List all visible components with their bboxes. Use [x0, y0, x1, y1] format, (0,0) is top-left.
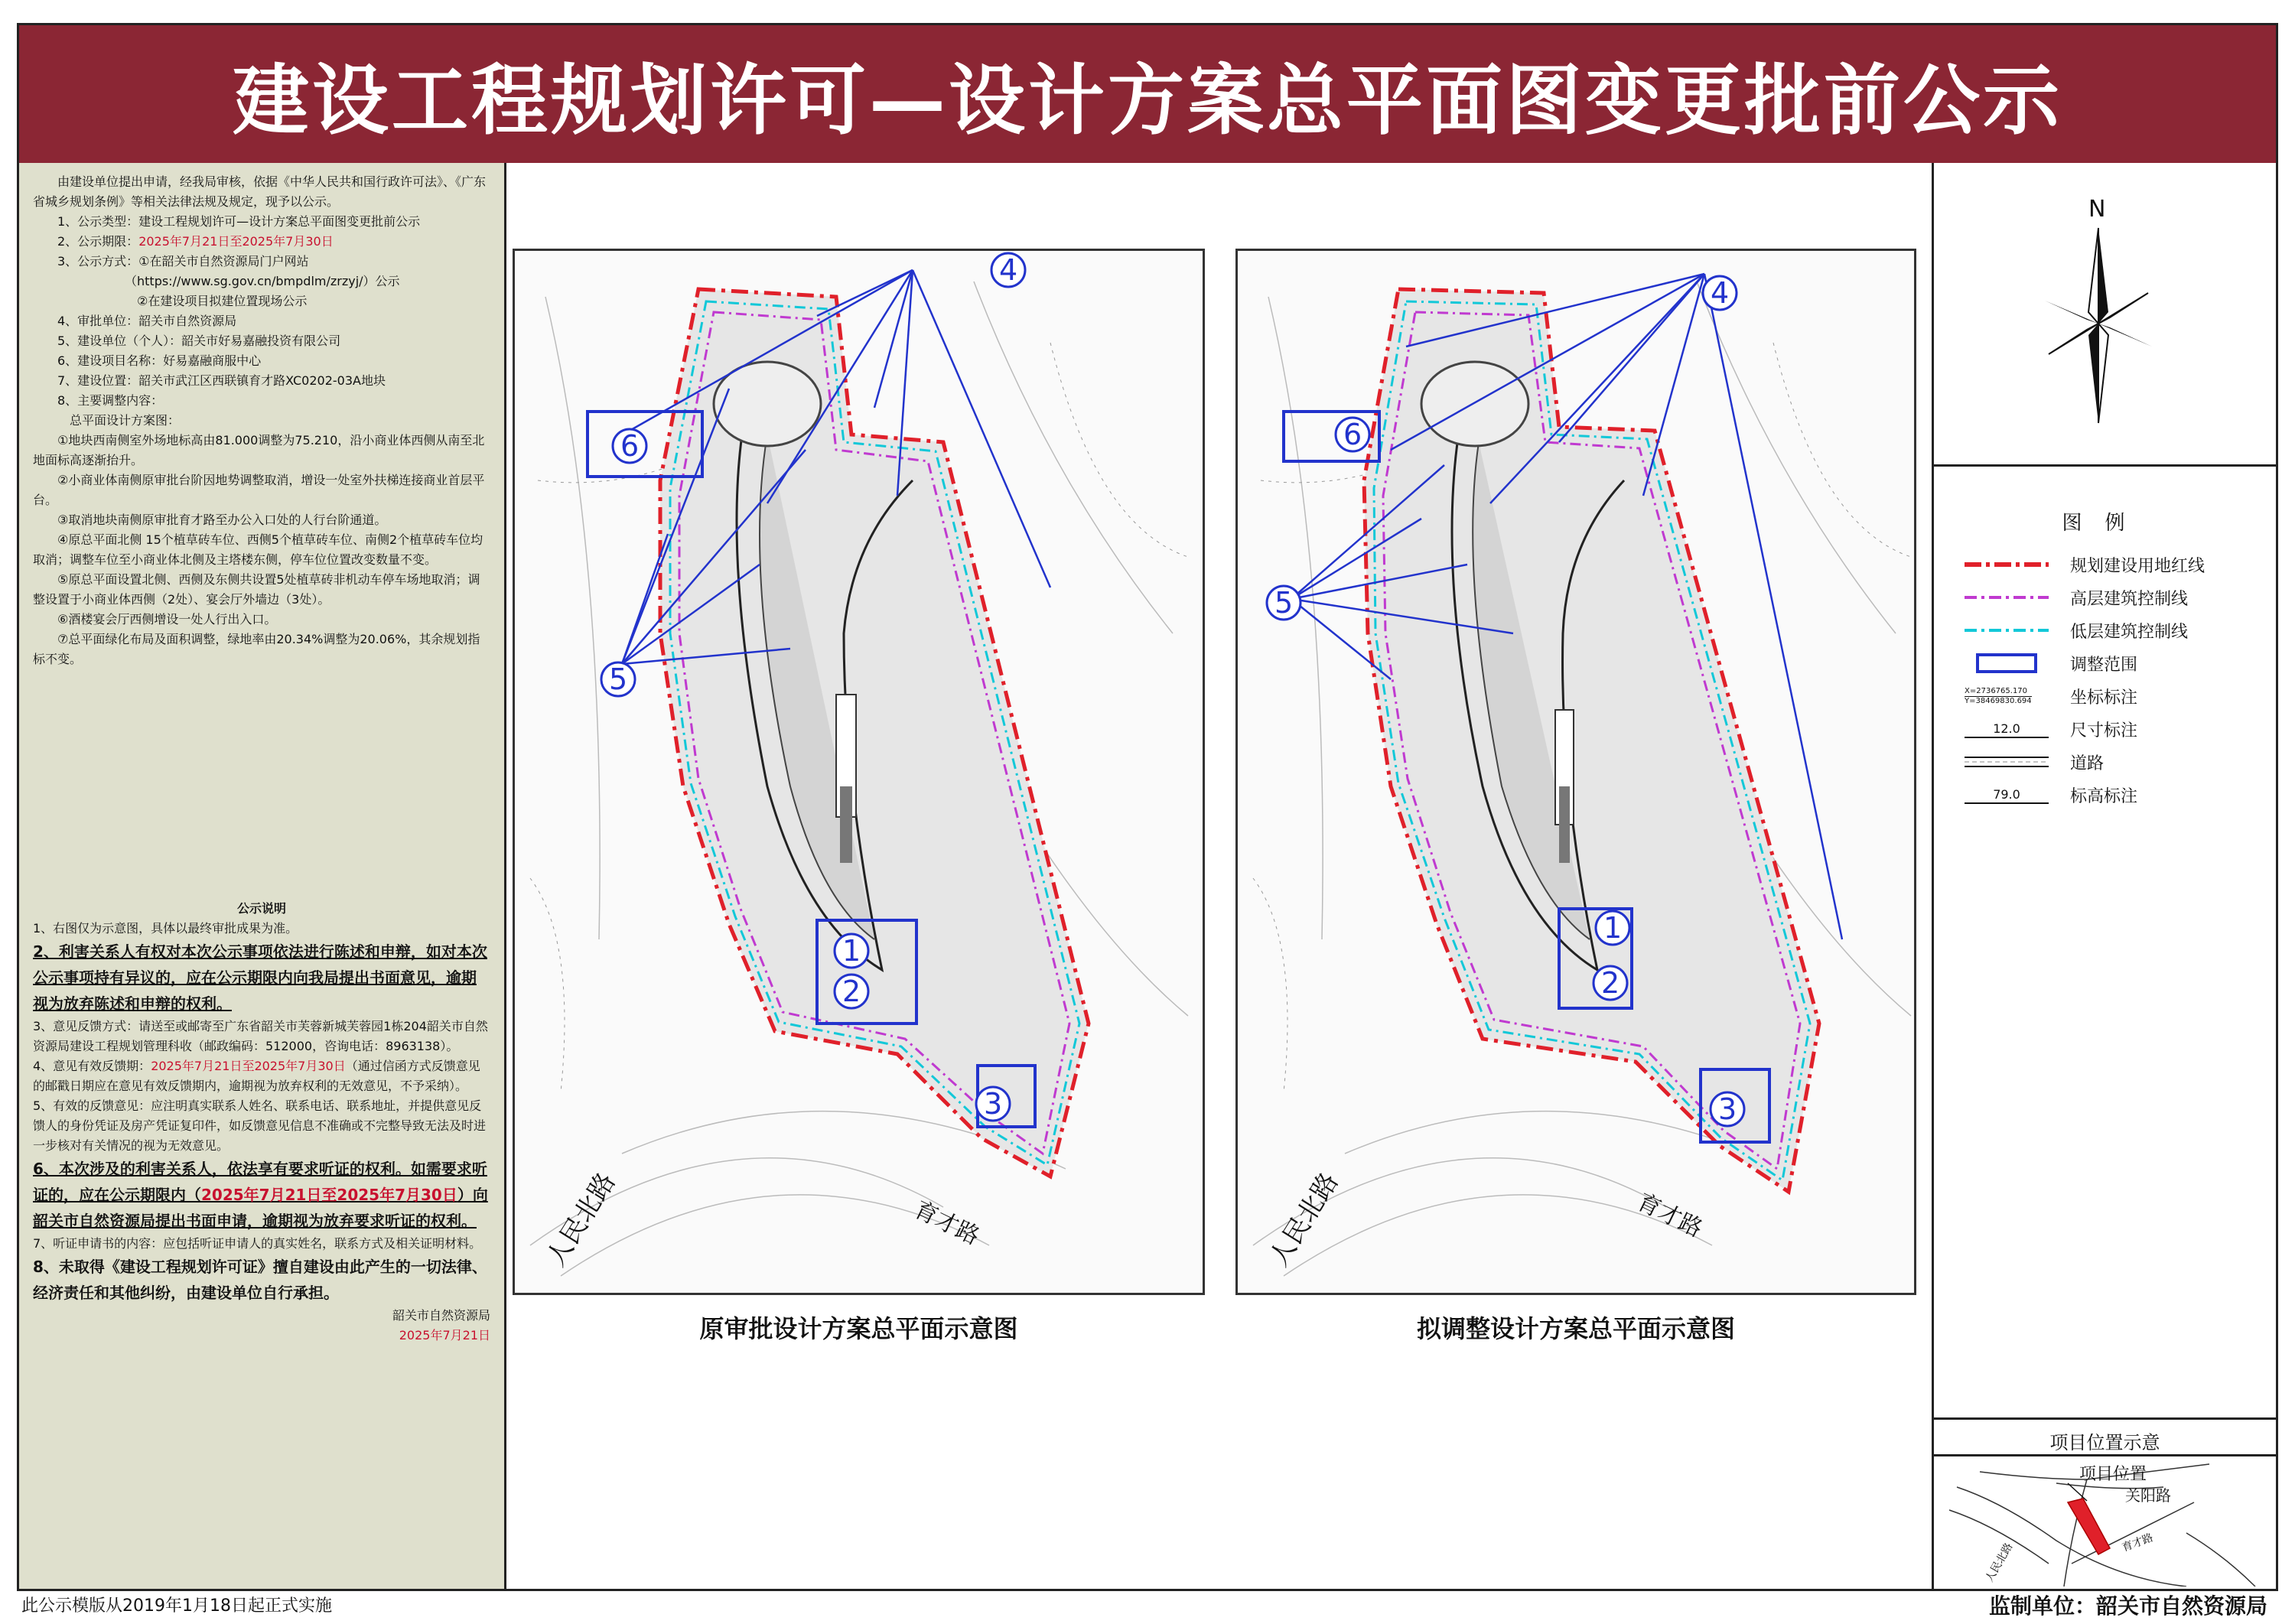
- adjusted-plan-drawing: [1238, 251, 1914, 1293]
- change-7: ⑦总平面绿化布局及面积调整，绿地率由20.34%调整为20.06%，其余规划指标不变。: [33, 632, 480, 666]
- notice-8: 8、未取得《建设工程规划许可证》擅自建设由此产生的一切法律、经济责任和其他纠纷，由建设单位自行承担。: [33, 1258, 487, 1302]
- change-4: ④原总平面北侧 15个植草砖车位、西侧5个植草砖车位、南侧2个植草砖车位均取消；调整车位至小商业体北侧及主塔楼东侧，停车位位置改变数量不变。: [33, 532, 483, 567]
- item-method-site: ②在建设项目拟建位置现场公示: [137, 294, 308, 308]
- svg-text:1: 1: [1603, 911, 1623, 945]
- legend-adjust-range: 调整范围: [1965, 648, 2137, 679]
- item-approver: 4、审批单位：韶关市自然资源局: [57, 314, 237, 328]
- svg-text:1: 1: [842, 934, 861, 968]
- footer-template-note: 此公示模版从2019年1月18日起正式实施: [21, 1596, 332, 1616]
- legend-elevation: 79.0 标高标注: [1965, 779, 2137, 810]
- svg-text:2: 2: [1601, 966, 1620, 1000]
- notice-5: 5、有效的反馈意见：应注明真实联系人姓名、联系电话、联系地址，并提供意见反馈人的身份凭证及房产凭证复印件，如反馈意见信息不准确或不完整导致无法及时进一步核对有关情况的视为无效意见。: [33, 1098, 487, 1153]
- location-map: [1934, 1456, 2276, 1587]
- notice-4: 4、意见有效反馈期：2025年7月21日至2025年7月30日（通过信函方式反馈意见的邮戳日期应在意见有效反馈期内，逾期视为放弃权利的无效意见，不予采纳）。: [33, 1059, 480, 1093]
- svg-text:4: 4: [1711, 276, 1730, 310]
- change-3: ③取消地块南侧原审批育才路至办公入口处的人行台阶通道。: [57, 513, 387, 527]
- project-location-marker: [2068, 1499, 2110, 1554]
- item-location: 7、建设位置：韶关市武江区西联镇育才路XC0202-03A地块: [57, 373, 386, 388]
- road-label-yucai-map: 育才路: [2120, 1531, 2155, 1554]
- change-6: ⑥酒楼宴会厅西侧增设一处人行出入口。: [57, 612, 277, 626]
- period-value: 2025年7月21日至2025年7月30日: [138, 234, 334, 249]
- page-title: 建设工程规划许可—设计方案总平面图变更批前公示: [233, 56, 2062, 145]
- notice-text-panel: [19, 163, 506, 1589]
- original-site-plan: [513, 249, 1205, 1295]
- title-bar: [19, 25, 2276, 163]
- road-label-renmin-map: 人民北路: [1983, 1541, 2016, 1584]
- notice-2: 2、利害关系人有权对本次公示事项依法进行陈述和申辩，如对本次公示事项持有异议的，应在公示期限内向我局提出书面意见，逾期视为放弃陈述和申辩的权利。: [33, 942, 487, 1013]
- svg-text:3: 3: [984, 1087, 1003, 1121]
- road-label-guanyang: 关阳路: [2125, 1486, 2171, 1505]
- notice-1: 1、右图仅为示意图，具体以最终审批成果为准。: [33, 921, 298, 936]
- legend-high-rise-line: 高层建筑控制线: [2070, 589, 2189, 609]
- change-1: ①地块西南侧室外场地标高由81.000调整为75.210，沿小商业体西侧从南至北地面标高逐渐抬升。: [33, 433, 485, 467]
- intro-text: 由建设单位提出申请，经我局审核，依据《中华人民共和国行政许可法》、《广东省城乡规划条例》等相关法律法规及规定，现予以公示。: [33, 174, 487, 209]
- svg-text:N: N: [2088, 196, 2106, 223]
- footer-supervisor: 监制单位：韶关市自然资源局: [1988, 1593, 2267, 1619]
- legend-panel: [1932, 163, 2276, 1589]
- svg-text:5: 5: [609, 662, 628, 696]
- svg-text:2: 2: [842, 975, 861, 1008]
- legend-title: 图例: [2062, 512, 2148, 535]
- notice-3: 3、意见反馈方式：请送至或邮寄至广东省韶关市芙蓉新城芙蓉园1栋204韶关市自然资源局建设工程规划管理科收（邮政编码：512000，咨询电话：8963138）。: [33, 1019, 488, 1053]
- legend-dimension: 12.0 尺寸标注: [1965, 714, 2137, 744]
- legend-coordinate: X=2736765.170 Y=38469830.694 坐标标注: [1965, 686, 2138, 708]
- road-label-yucai: 育才路: [910, 1196, 984, 1251]
- north-arrow-icon: [1934, 163, 2276, 469]
- signature-org: 韶关市自然资源局: [392, 1308, 490, 1323]
- road-label-yucai: 育才路: [1633, 1188, 1707, 1243]
- svg-text:3: 3: [1718, 1092, 1737, 1126]
- location-title: 项目位置示意: [2049, 1432, 2160, 1453]
- road-label-renmin: 人民北路: [1263, 1167, 1345, 1272]
- signature-date: 2025年7月21日: [399, 1328, 490, 1342]
- svg-text:6: 6: [1343, 418, 1362, 451]
- legend-road: 道路: [2070, 753, 2105, 773]
- adjusted-plan-caption: 拟调整设计方案总平面示意图: [1416, 1314, 1735, 1343]
- item-builder: 5、建设单位（个人）：韶关市好易嘉融投资有限公司: [57, 334, 341, 348]
- item-method-url[interactable]: （https://www.sg.gov.cn/bmpdlm/zrzyj/）公示: [125, 274, 400, 288]
- adjusted-site-plan: [1235, 249, 1916, 1295]
- item-adjust: 8、主要调整内容：: [57, 393, 164, 408]
- item-type: 1、公示类型：建设工程规划许可—设计方案总平面图变更批前公示: [57, 214, 421, 229]
- item-adjust-sub: 总平面设计方案图：: [70, 413, 181, 428]
- road-label-renmin: 人民北路: [540, 1167, 622, 1272]
- notice-heading: 公示说明: [236, 901, 286, 916]
- notice-6: 6、本次涉及的利害关系人，依法享有要求听证的权利。如需要求听证的，应在公示期限内（2025年7月21日至2025年7月30日）向韶关市自然资源局提出书面申请，逾期视为放弃要求听证的权利。: [33, 1160, 488, 1230]
- location-label: 项目位置: [2079, 1465, 2147, 1484]
- item-period: 2、公示期限：2025年7月21日至2025年7月30日: [57, 234, 334, 249]
- change-5: ⑤原总平面设置北侧、西侧及东侧共设置5处植草砖非机动车停车场地取消；调整设置于小商业体西侧（2处）、宴会厅外墙边（3处）。: [33, 572, 480, 607]
- legend-red-line: 规划建设用地红线: [2070, 556, 2205, 576]
- item-method: 3、公示方式：①在韶关市自然资源局门户网站: [57, 254, 309, 268]
- svg-text:5: 5: [1274, 586, 1294, 620]
- original-plan-caption: 原审批设计方案总平面示意图: [699, 1314, 1018, 1343]
- legend-low-rise-line: 低层建筑控制线: [2070, 622, 2189, 642]
- svg-text:4: 4: [999, 253, 1018, 287]
- svg-text:6: 6: [620, 429, 640, 463]
- original-plan-drawing: [515, 251, 1203, 1293]
- change-2: ②小商业体南侧原审批台阶因地势调整取消，增设一处室外扶梯连接商业首层平台。: [33, 473, 485, 507]
- notice-7: 7、听证申请书的内容：应包括听证申请人的真实姓名，联系方式及相关证明材料。: [33, 1236, 482, 1251]
- item-project: 6、建设项目名称：好易嘉融商服中心: [57, 353, 262, 368]
